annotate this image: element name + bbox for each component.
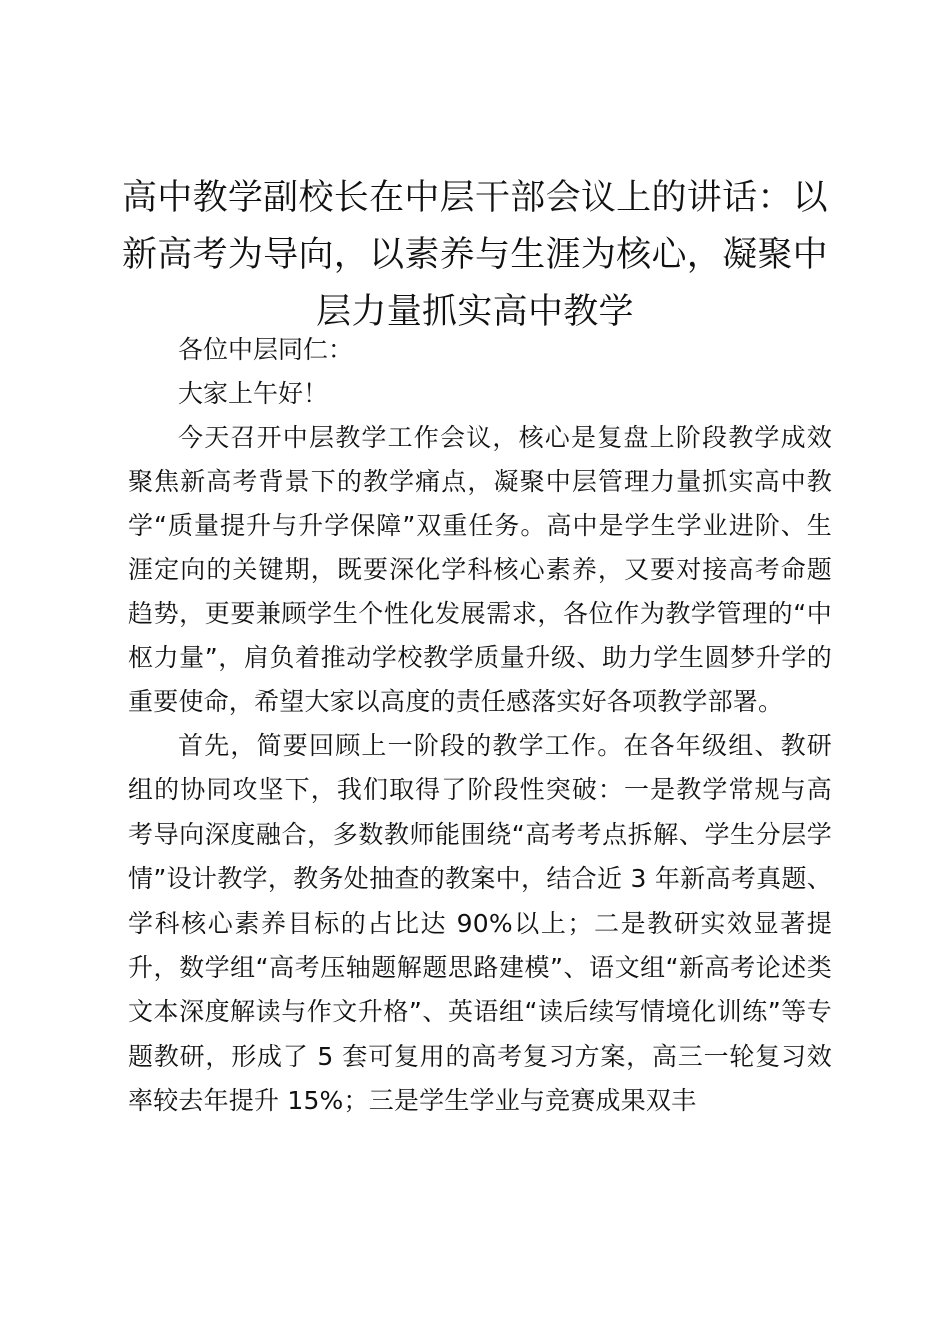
paragraph-2: 首先，简要回顾上一阶段的教学工作。在各年级组、教研组的协同攻坚下，我们取得了阶段性突破：一是教学常规与高考导向深度融合，多数教师能围绕“高考考点拆解、学生分层学情”设计教学，教务处抽查的教案中，结合近 3 年新高考真题、学科核心素养目标的占比达 90%以上；二是教研实效显著提升，数学组“高考压轴题解题思路建模”、语文组“新高考论述类文本深度解读与作文升格”、英语组“读后续写情境化训练”等专题教研，形成了 5 套可复用的高考复习方案，高三一轮复习效率较去年提升 15%；三是学生学业与竞赛成果双丰 bbox=[128, 731, 832, 1116]
greeting: 大家上午好！ bbox=[178, 379, 329, 408]
paragraph-1: 今天召开中层教学工作会议，核心是复盘上阶段教学成效聚焦新高考背景下的教学痛点，凝聚中层管理力量抓实高中教学“质量提升与升学保障”双重任务。高中是学生学业进阶、生涯定向的关键期，既要深化学科核心素养，又要对接高考命题趋势，更要兼顾学生个性化发展需求，各位作为教学管理的“中枢力量”，肩负着推动学校教学质量升级、助力学生圆梦升学的重要使命，希望大家以高度的责任感落实好各项教学部署。 bbox=[128, 423, 832, 716]
document-body bbox=[128, 328, 832, 1124]
salutation: 各位中层同仁： bbox=[178, 335, 354, 364]
document-title: 高中教学副校长在中层干部会议上的讲话：以新高考为导向，以素养与生涯为核心，凝聚中层力量抓实高中教学 bbox=[121, 178, 828, 332]
